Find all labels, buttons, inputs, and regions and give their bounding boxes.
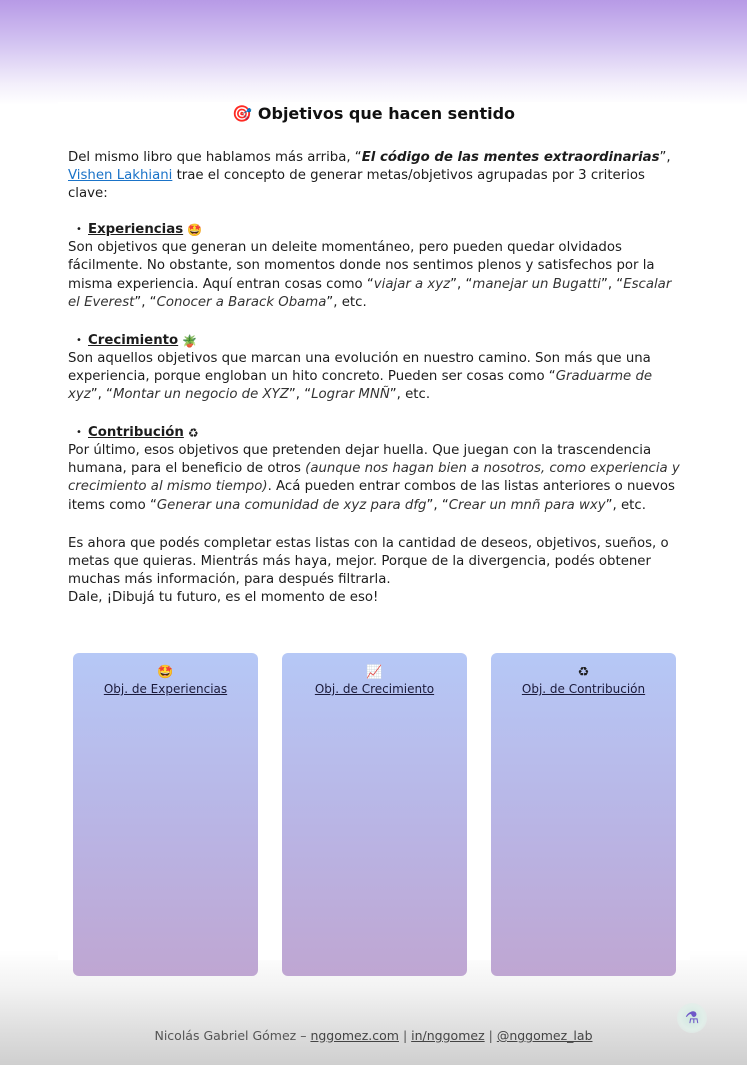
separator: ”, “ <box>134 294 157 310</box>
intro-pre: Del mismo libro que hablamos más arriba, “ <box>68 150 362 165</box>
separator: ”, “ <box>288 387 312 403</box>
section-heading-crecimiento <box>76 332 680 350</box>
column-label: Obj. de Crecimiento <box>314 682 435 696</box>
page-title <box>0 104 747 123</box>
example-text: Generar una comunidad de xyz para dfg <box>156 497 427 513</box>
aside-text: (aunque nos hagan bien a nosotros, como experiencia y crecimiento al mismo tiempo) <box>68 461 680 495</box>
target-icon: 🎯 <box>231 104 252 123</box>
star-struck-icon: 🤩 <box>187 223 203 238</box>
separator: ”, “ <box>450 276 473 292</box>
footer-separator: | <box>398 1028 412 1043</box>
column-crecimiento[interactable] <box>282 653 467 976</box>
column-contribucion[interactable] <box>491 653 676 976</box>
separator: ”, etc. <box>389 387 431 403</box>
header-gradient <box>0 0 747 105</box>
closing-paragraph: Es ahora que podés completar estas listas con la cantidad de deseos, objetivos, sueños, o metas que quieras. Mientrás más haya, mejor. Porque de la divergencia, podés obtener muchas más información, para después filtrarla. <box>68 535 669 587</box>
handle-link[interactable]: @nggomez_lab <box>496 1028 593 1043</box>
column-experiencias[interactable] <box>73 653 258 976</box>
desc-text: Por último, esos objetivos que pretenden dejar huella. Que juegan con la trascendencia humana, para el beneficio de otros <box>68 443 652 477</box>
example-text: manejar un Bugatti <box>472 276 601 292</box>
footer <box>0 1028 747 1043</box>
potted-plant-icon: 🪴 <box>182 333 198 348</box>
section-desc-crecimiento <box>68 350 680 404</box>
separator: ”, “ <box>426 497 449 513</box>
heading-text: Contribución <box>88 425 184 441</box>
author-name: Nicolás Gabriel Gómez – <box>154 1028 311 1043</box>
closing-call-to-action: Dale, ¡Dibujá tu futuro, es el momento de eso! <box>68 589 379 605</box>
section-heading-contribucion <box>76 424 680 442</box>
example-text: Lograr MNÑ <box>311 387 390 403</box>
separator: ”, “ <box>600 276 624 292</box>
chart-increasing-icon: 📈 <box>366 665 383 680</box>
book-title: El código de las mentes extraordinarias <box>361 150 660 165</box>
website-link[interactable]: nggomez.com <box>310 1028 399 1043</box>
bullet: • <box>76 427 82 439</box>
author-link[interactable]: Vishen Lakhiani <box>68 168 173 184</box>
separator: ”, “ <box>90 387 113 403</box>
example-text: Conocer a Barack Obama <box>156 294 327 310</box>
recycle-icon: ♻ <box>577 665 590 680</box>
flask-icon: ⚗ <box>677 1003 707 1033</box>
section-desc-contribucion <box>68 442 680 514</box>
column-label: Obj. de Contribución <box>521 682 646 696</box>
example-text: Graduarme de xyz <box>68 368 653 403</box>
example-text: Escalar el Everest <box>68 276 672 310</box>
separator: ”, etc. <box>605 497 646 513</box>
intro-paragraph <box>68 149 680 203</box>
intro-post: ”, <box>659 150 671 165</box>
column-label: Obj. de Experiencias <box>103 682 228 696</box>
footer-separator: | <box>484 1028 497 1043</box>
section-heading-experiencias <box>76 221 680 239</box>
desc-text: . Acá pueden entrar combos de las listas anteriores o nuevos items como “ <box>68 479 675 513</box>
example-text: Montar un negocio de XYZ <box>112 387 289 403</box>
goal-columns <box>73 653 676 976</box>
recycle-icon: ♻ <box>187 426 199 441</box>
heading-text: Experiencias <box>88 222 184 238</box>
main-content <box>68 149 680 607</box>
intro-rest: trae el concepto de generar metas/objetivos agrupadas por 3 criterios clave: <box>68 168 645 202</box>
bullet: • <box>76 224 82 236</box>
star-struck-icon: 🤩 <box>157 665 174 680</box>
example-text: viajar a xyz <box>373 276 451 292</box>
section-desc-experiencias <box>68 239 680 311</box>
desc-text: Son objetivos que generan un deleite momentáneo, pero pueden quedar olvidados fácilmente. No obstante, son momentos donde nos sentimos plenos y satisfechos por la misma experiencia. Aquí entran cosas como “ <box>68 240 655 292</box>
separator: ”, etc. <box>326 294 367 310</box>
page-title-text: Objetivos que hacen sentido <box>257 104 516 123</box>
desc-text: Son aquellos objetivos que marcan una evolución en nuestro camino. Son más que una experiencia, porque engloban un hito concreto. Pueden ser cosas como “ <box>68 350 651 384</box>
linkedin-link[interactable]: in/nggomez <box>411 1028 485 1043</box>
example-text: Crear un mnñ para wxy <box>448 497 606 513</box>
bullet: • <box>76 334 82 346</box>
heading-text: Crecimiento <box>88 332 179 348</box>
